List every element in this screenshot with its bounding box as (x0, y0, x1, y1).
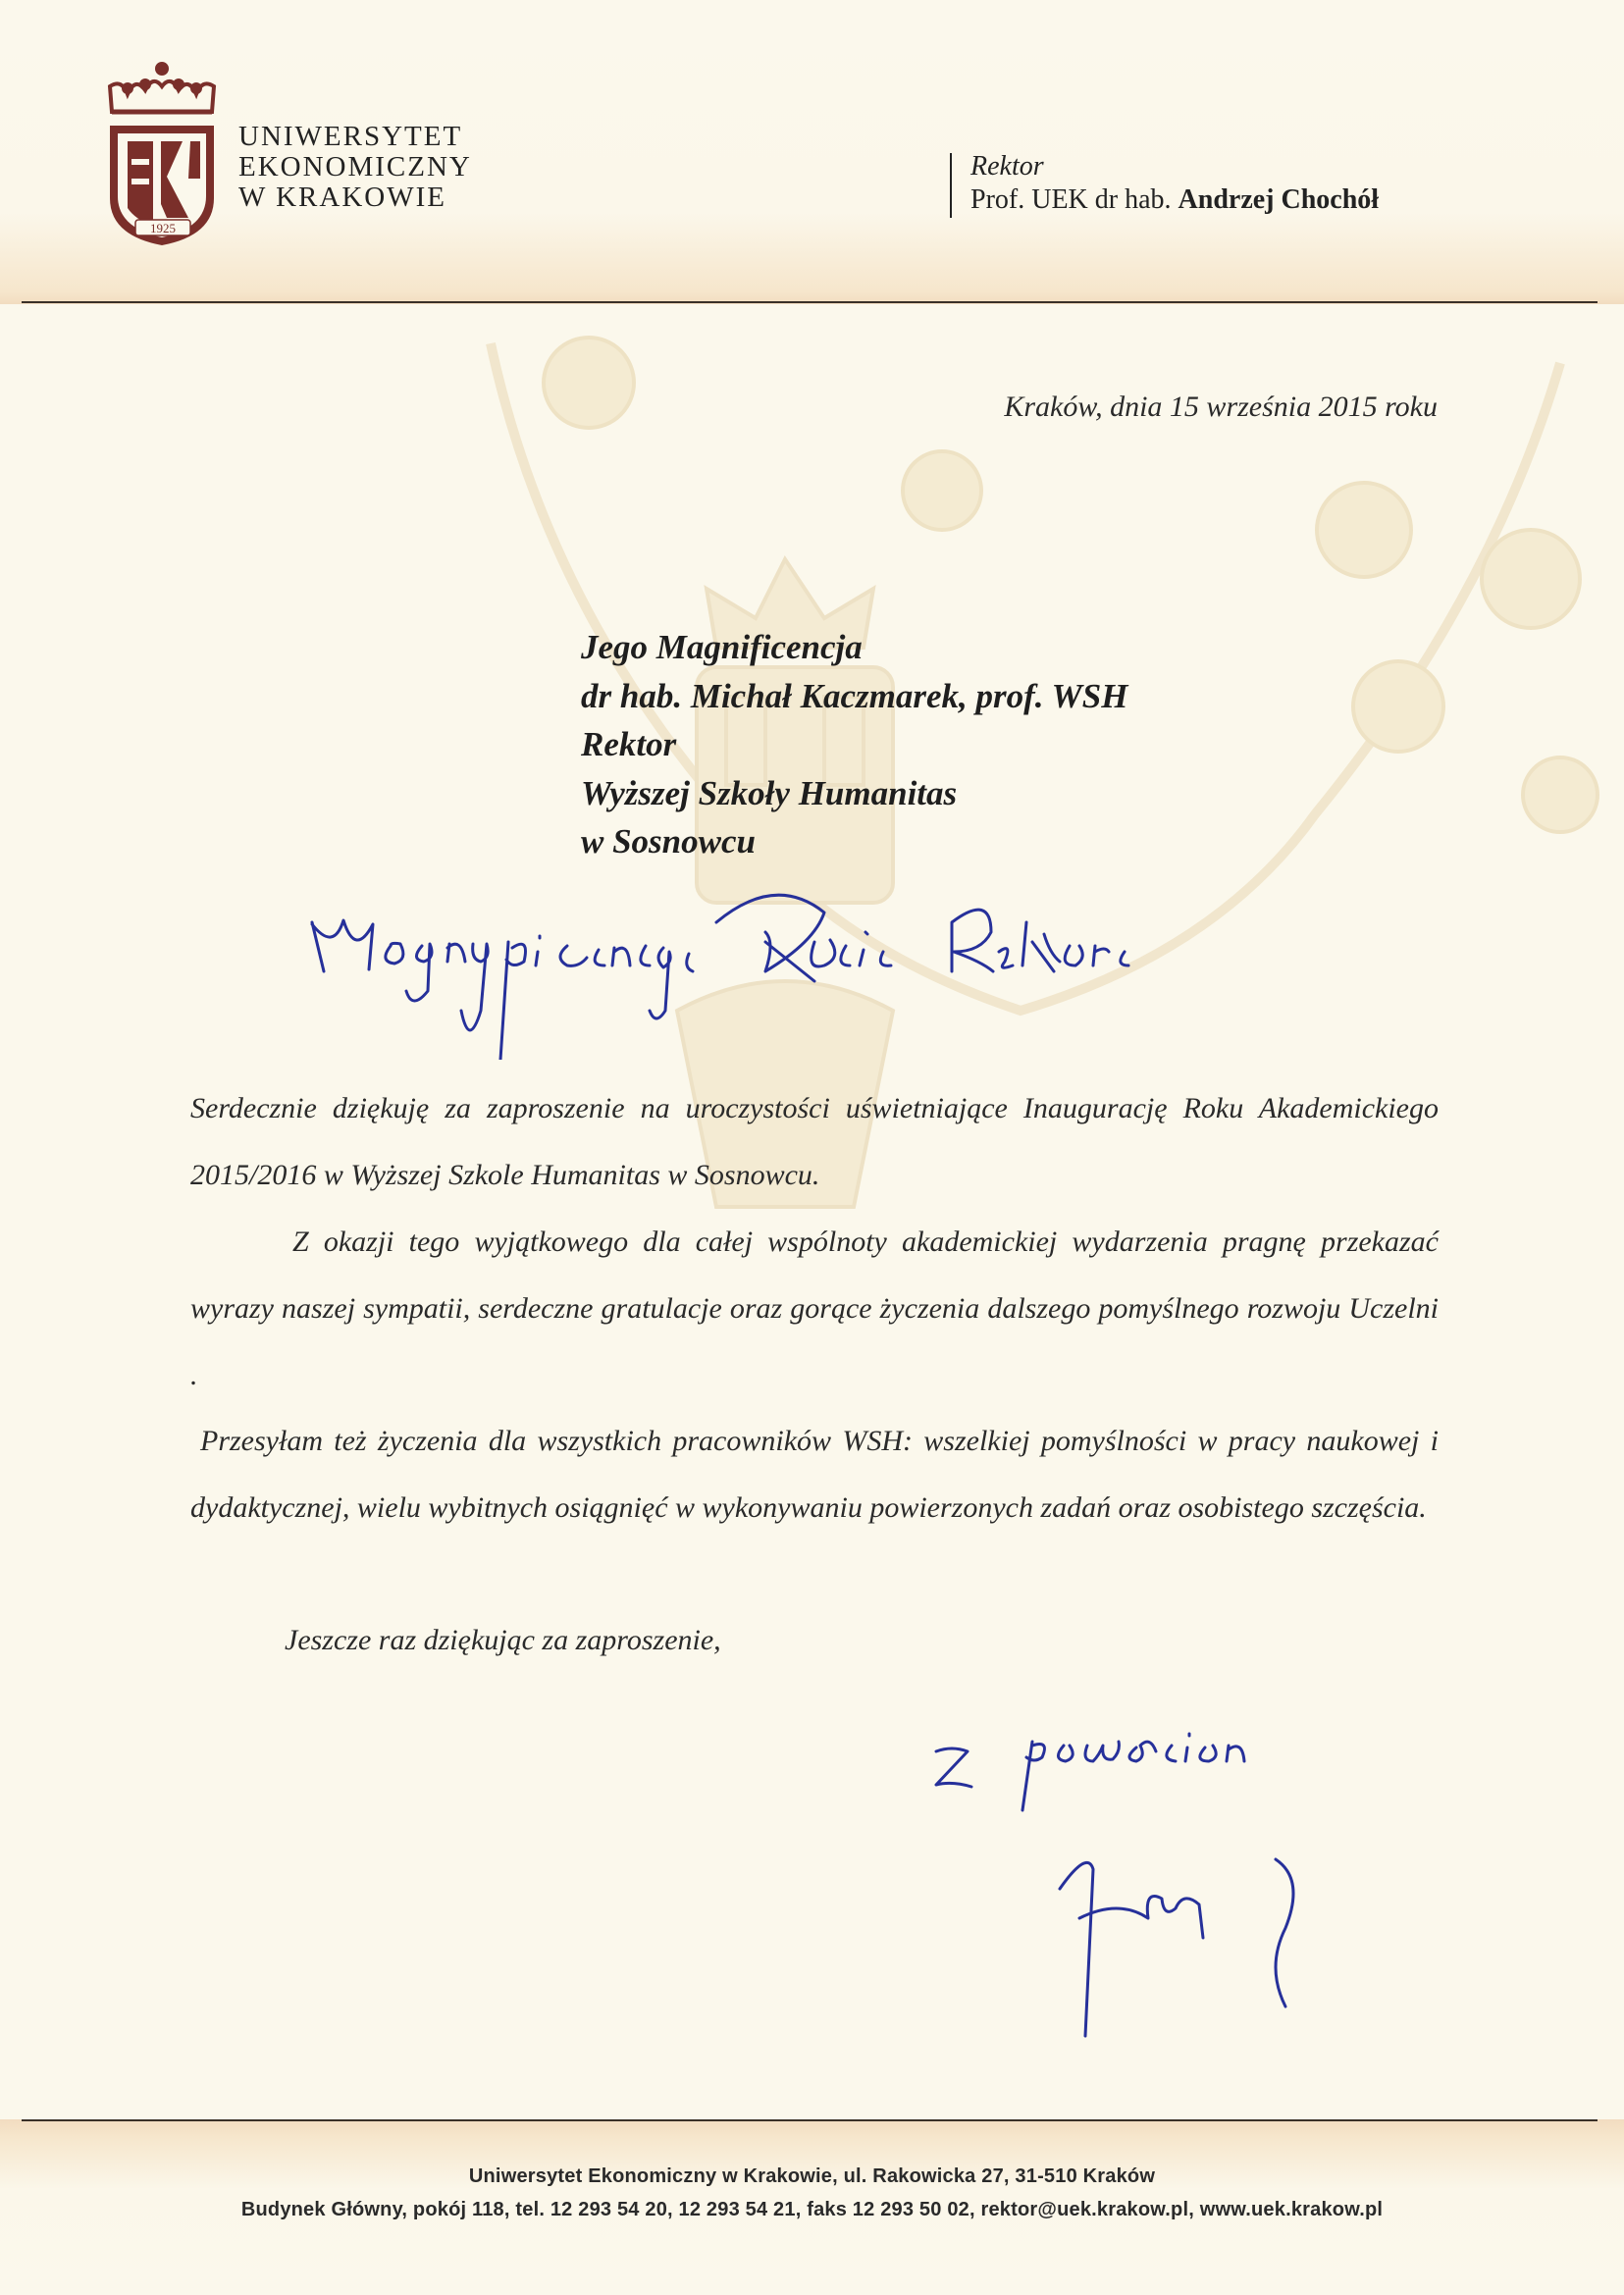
addressee-line-1: Jego Magnificencja (581, 628, 863, 666)
paragraph-1: Serdecznie dziękuję za zaproszenie na uroczystości uświetniające Inaugurację Roku Akademickiego 2015/2016 w Wyższej Szkole Humanitas w Sosnowcu. (190, 1092, 1439, 1191)
paragraph-2: Z okazji tego wyjątkowego dla całej wspólnoty akademickiej wydarzenia pragnę przekazać wyrazy naszej sympatii, serdeczne gratulacje oraz gorące życzenia dalszego pomyślnego rozwoju Uczelni . (190, 1226, 1439, 1391)
footer-address: Uniwersytet Ekonomiczny w Krakowie, ul. Rakowicka 27, 31-510 Kraków (468, 2165, 1156, 2187)
crown-icon (110, 64, 214, 112)
addressee-line-2: dr hab. Michał Kaczmarek, prof. WSH (581, 676, 1128, 715)
rector-name-line (970, 184, 1379, 216)
shield-icon (110, 126, 214, 245)
letter-date: Kraków, dnia 15 września 2015 roku (1004, 391, 1438, 423)
university-name-line-1: UNIWERSYTET (238, 121, 463, 152)
university-name (238, 122, 472, 213)
addressee-line-3: Rektor (581, 725, 677, 763)
rector-divider (950, 153, 952, 218)
addressee-line-5: w Sosnowcu (581, 822, 756, 861)
header-divider (22, 301, 1598, 303)
university-logo (106, 61, 219, 247)
logo-year: 1925 (150, 221, 176, 235)
footer-contact: Budynek Główny, pokój 118, tel. 12 293 54 20, 12 293 54 21, faks 12 293 50 02, rektor@uek.krakow.pl, www.uek.krakow.pl (240, 2199, 1384, 2220)
rector-name: Andrzej Chochół (1178, 184, 1380, 215)
addressee-line-4: Wyższej Szkoły Humanitas (581, 773, 958, 812)
addressee-block (581, 623, 1128, 866)
handwritten-signature (913, 1712, 1403, 2051)
rector-title: Prof. UEK dr hab. (970, 184, 1179, 215)
paragraph-4: Jeszcze raz dziękując za zaproszenie, (285, 1624, 721, 1656)
handwritten-greeting (304, 863, 1276, 1060)
university-name-line-3: W KRAKOWIE (238, 182, 446, 213)
paragraph-3: Przesyłam też życzenia dla wszystkich pracowników WSH: wszelkiej pomyślności w pracy naukowej i dydaktycznej, wielu wybitnych osiągnięć w wykonywaniu powierzonych zadań oraz osobistego szczęścia. (190, 1425, 1439, 1524)
footer-divider (22, 2119, 1598, 2121)
university-name-line-2: EKONOMICZNY (238, 151, 472, 183)
rector-role: Rektor (970, 151, 1044, 182)
